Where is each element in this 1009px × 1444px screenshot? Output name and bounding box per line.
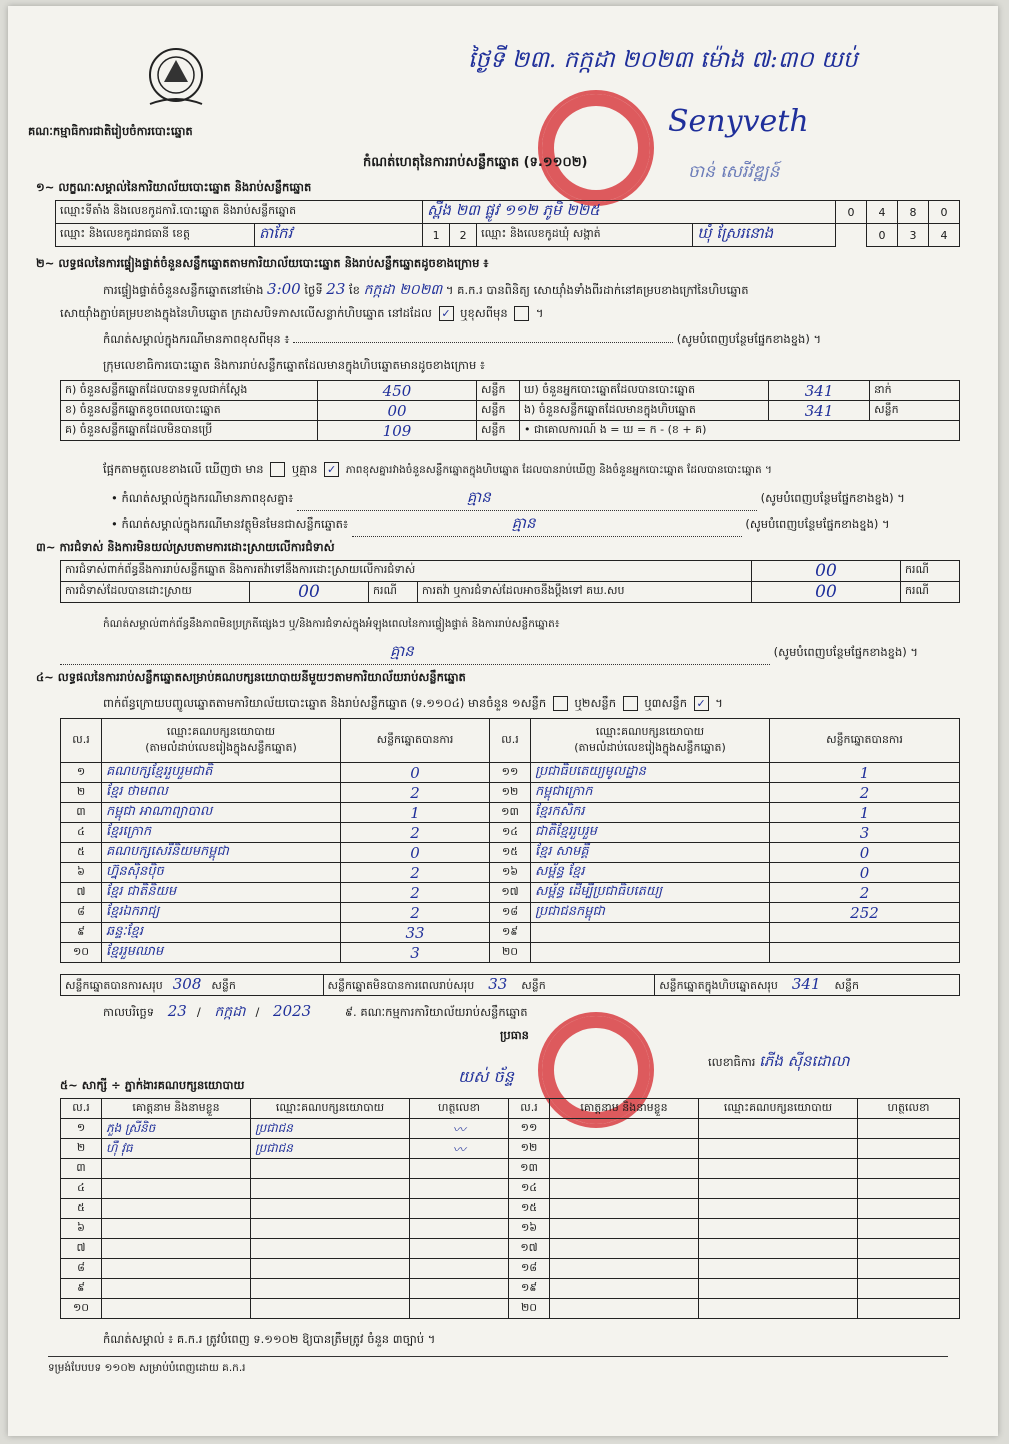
unused-ballots-value: 109 xyxy=(318,421,477,441)
witness-signature xyxy=(410,1299,509,1319)
witness-row xyxy=(61,1159,960,1179)
total-valid-cell: សន្លឹកឆ្នោតបានការសរុប 308 សន្លឹក xyxy=(61,975,324,996)
party-votes: 0 xyxy=(341,843,490,863)
section2-title: ២~ លទ្ធផលនៃការផ្ទៀងផ្ទាត់ចំនួនសន្លឹកឆ្នោតតាមការិយាល័យបោះឆ្នោត និងរាប់សន្លឹកឆ្នោតដូចខាងក្រោម ៖ xyxy=(36,256,489,270)
witness-party xyxy=(251,1219,410,1239)
polling-location-label: ឈ្មោះទីតាំង និងលេខកូដការិ.បោះឆ្នោត និងរាប់សន្លឹកឆ្នោត xyxy=(56,201,423,224)
party-votes xyxy=(770,923,960,943)
witness-no: ១៩ xyxy=(509,1279,550,1299)
ballot-count-table xyxy=(60,380,960,441)
witness-signature xyxy=(410,1279,509,1299)
witness-row xyxy=(61,1179,960,1199)
witness-signature xyxy=(410,1259,509,1279)
witness-no: ១៦ xyxy=(509,1219,550,1239)
witness-row xyxy=(61,1119,960,1139)
witness-signature xyxy=(410,1219,509,1239)
witness-name xyxy=(102,1159,251,1179)
location-code-3: 8 xyxy=(898,201,929,224)
has-difference-checkbox[interactable] xyxy=(270,462,285,477)
witness-no: ១៧ xyxy=(509,1239,550,1259)
witness-signature xyxy=(858,1279,960,1299)
party-no: ១០ xyxy=(61,943,102,963)
three-sheet-checkbox[interactable]: ✓ xyxy=(694,696,709,711)
location-code-4: 0 xyxy=(929,201,960,224)
ballot-row-b: ខ) ចំនួនសន្លឹកឆ្នោតខូចពេលបោះឆ្នោត 00 សន្លឹក ង) ចំនួនសន្លឹកឆ្នោតដែលមានក្នុងហិបឆ្នោត 341 សន្លឹក xyxy=(61,401,960,421)
witness-row xyxy=(61,1139,960,1159)
footer-form: ទម្រង់បែបបទ ១១០២ សម្រាប់បំពេញដោយ គ.ក.រ xyxy=(48,1362,246,1374)
party-no: ១៥ xyxy=(490,843,531,863)
resolved-value: 00 xyxy=(250,582,369,603)
witness-no: ១ xyxy=(61,1119,102,1139)
party-no: ១២ xyxy=(490,783,531,803)
witness-no: ១១ xyxy=(509,1119,550,1139)
party-name: ខ្មែរឯករាជ្យ xyxy=(102,903,341,923)
witness-signature xyxy=(410,1239,509,1259)
witness-no: ១៥ xyxy=(509,1199,550,1219)
commune-value: ឃុំ ស្រែរនោង xyxy=(693,224,836,247)
witness-name xyxy=(550,1159,699,1179)
witness-name xyxy=(102,1199,251,1219)
party-name: ខ្មែរ ថាមពល xyxy=(102,783,341,803)
witness-name xyxy=(102,1299,251,1319)
ballot-row-c: គ) ចំនួនសន្លឹកឆ្នោតដែលមិនបានប្រើ 109 សន្លឹក • ជាគោលការណ៍ ង = ឃ = ក - (ខ + គ) xyxy=(61,421,960,441)
witness-signature xyxy=(858,1259,960,1279)
official-seal-top xyxy=(538,90,654,206)
appeal-label: ការតវ៉ា ឬការជំទាស់ដែលអាចនឹងប្តឹងទៅ គឃ.សប xyxy=(418,582,752,603)
witness-no: ៥ xyxy=(61,1199,102,1219)
different-checkbox[interactable] xyxy=(514,306,529,321)
witness-name: ភួង ស្រីនិច xyxy=(102,1119,251,1139)
w-col-party-right: ឈ្មោះគណបក្សនយោបាយ xyxy=(699,1099,858,1119)
col-votes-left: សន្លឹកឆ្នោតបានការ xyxy=(341,719,490,763)
no-difference-checkbox[interactable]: ✓ xyxy=(324,462,339,477)
party-no: ៩ xyxy=(61,923,102,943)
witness-party: ប្រជាជន xyxy=(251,1119,410,1139)
witness-party xyxy=(251,1279,410,1299)
party-name: ខ្មែររួមឈាម xyxy=(102,943,341,963)
verification-line-1: ការផ្ទៀងផ្ទាត់ចំនួនសន្លឹកឆ្នោតនៅម៉ោង 3:00 ថ្ងៃទី 23 ខែ កក្កដា ២០២៣ ។ គ.ក.រ បានពិនិត្យ សោយ៉ាំងទាំងពីរដាក់នៅគម្របខាងក្រៅនៃហិបឆ្នោត xyxy=(103,280,749,298)
commune-code-3: 4 xyxy=(929,224,960,247)
witness-signature: 〰 xyxy=(410,1139,509,1159)
witness-row xyxy=(61,1279,960,1299)
witness-no: ១៨ xyxy=(509,1259,550,1279)
party-votes xyxy=(770,943,960,963)
witness-party xyxy=(251,1179,410,1199)
witness-party xyxy=(251,1199,410,1219)
witness-row xyxy=(61,1199,960,1219)
party-votes: 1 xyxy=(770,803,960,823)
appeal-value: 00 xyxy=(752,582,901,603)
party-name xyxy=(531,923,770,943)
party-no: ៦ xyxy=(61,863,102,883)
party-votes: 252 xyxy=(770,903,960,923)
party-no: ២០ xyxy=(490,943,531,963)
total-box-cell: សន្លឹកឆ្នោតក្នុងហិបឆ្នោតសរុប 341 សន្លឹក xyxy=(655,975,960,996)
witness-name xyxy=(102,1279,251,1299)
w-col-sign-left: ហត្ថលេខា xyxy=(410,1099,509,1119)
party-name xyxy=(531,943,770,963)
party-no: ១១ xyxy=(490,763,531,783)
party-no: ១៦ xyxy=(490,863,531,883)
party-votes: 0 xyxy=(341,763,490,783)
witness-party xyxy=(251,1239,410,1259)
w-col-name-left: គោត្តនាម និងនាមខ្លួន xyxy=(102,1099,251,1119)
witness-signature: 〰 xyxy=(410,1119,509,1139)
party-name: សម្ព័ន្ធ ខ្មែរ xyxy=(531,863,770,883)
witness-party xyxy=(251,1299,410,1319)
witness-no: ១០ xyxy=(61,1299,102,1319)
party-row xyxy=(61,763,960,783)
one-sheet-checkbox[interactable] xyxy=(553,696,568,711)
commune-code-2: 3 xyxy=(898,224,929,247)
party-votes: 3 xyxy=(341,943,490,963)
polling-location-value: ស្ពឹង ២៣ ផ្លូវ ១១២ ភូមិ ២២៥ xyxy=(423,201,836,224)
w-col-no-right: ល.រ xyxy=(509,1099,550,1119)
footer-note: កំណត់សម្គាល់ ៖ គ.ក.រ ត្រូវបំពេញ ទ.១១០២ ឱ្យបានត្រឹមត្រូវ ចំនួន ៣ច្បាប់ ។ xyxy=(103,1332,436,1346)
foreign-object-note: • កំណត់សម្គាល់ក្នុងករណីមានវត្ថុមិនមែនជាសន្លឹកឆ្នោត៖ គ្មាន (សូមបំពេញបន្ថែមផ្នែកខាងខ្នង) ។ xyxy=(111,514,890,537)
witness-signature xyxy=(858,1199,960,1219)
col-no-right: ល.រ xyxy=(490,719,531,763)
witness-name xyxy=(550,1239,699,1259)
party-votes: 1 xyxy=(341,803,490,823)
witness-name xyxy=(550,1179,699,1199)
witness-name xyxy=(550,1259,699,1279)
objection-table: ការជំទាស់ពាក់ព័ន្ធនឹងការរាប់សន្លឹកឆ្នោត និងការតវ៉ាទៅនឹងការដោះស្រាយលើការជំទាស់ 00 ករណី ការជំទាស់ដែលបានដោះស្រាយ 00 ករណី ការតវ៉ា ឬការជំទាស់ដែលអាចនឹងប្តឹងទៅ គឃ.សប 00 ករណី xyxy=(60,560,960,603)
witness-party xyxy=(699,1279,858,1299)
party-row xyxy=(61,843,960,863)
party-name: ប្រជាជនកម្ពុជា xyxy=(531,903,770,923)
province-value: តាកែវ xyxy=(255,224,423,247)
witness-no: ១៣ xyxy=(509,1159,550,1179)
witness-signature xyxy=(410,1159,509,1179)
party-name: ខ្មែរ ជាតិនិយម xyxy=(102,883,341,903)
witness-party xyxy=(699,1179,858,1199)
form-sheet xyxy=(8,6,998,1436)
witness-no: ៨ xyxy=(61,1259,102,1279)
w-col-no-left: ល.រ xyxy=(61,1099,102,1119)
chair-signature: យស់ ច័ន្ទ xyxy=(458,1067,514,1086)
party-no: ១៩ xyxy=(490,923,531,943)
witness-name xyxy=(102,1219,251,1239)
party-row xyxy=(61,903,960,923)
location-code-1: 0 xyxy=(836,201,867,224)
party-row xyxy=(61,783,960,803)
form-title: កំណត់ហេតុនៃការរាប់សន្លឹកឆ្នោត (ទ.១១០២) xyxy=(363,155,588,170)
col-party-left: ឈ្មោះគណបក្សនយោបាយ (តាមលំដាប់លេខរៀងក្នុងសន្លឹកឆ្នោត) xyxy=(102,719,341,763)
party-name: សម្ព័ន្ធ ដើម្បីប្រជាធិបតេយ្យ xyxy=(531,883,770,903)
party-name: ប្រជាធិបតេយ្យមូលដ្ឋាន xyxy=(531,763,770,783)
party-results-table xyxy=(60,718,960,963)
difference-note: • កំណត់សម្គាល់ក្នុងករណីមានភាពខុសគ្នា៖ គ្មាន (សូមបំពេញបន្ថែមផ្នែកខាងខ្នង) ។ xyxy=(111,488,905,511)
party-votes: 3 xyxy=(770,823,960,843)
witness-name: ហ៊ឺ វុធ xyxy=(102,1139,251,1159)
witness-no: ៧ xyxy=(61,1239,102,1259)
party-name: កម្ពុជា អាណាព្យាបាល xyxy=(102,803,341,823)
party-name: ខ្មែរកសិករ xyxy=(531,803,770,823)
party-name: ហ្វ៊ុនស៊ិនប៉ិច xyxy=(102,863,341,883)
section3-title: ៣~ ការជំទាស់ និងការមិនយល់ស្របតាមការដោះស្រាយលើការជំទាស់ xyxy=(36,540,335,554)
party-no: ១ xyxy=(61,763,102,783)
date-line: កាលបរិច្ឆេទ 23 / កក្កដា / 2023 ៩. គណៈកម្មការការិយាល័យរាប់សន្លឹកឆ្នោត xyxy=(103,1002,528,1020)
section5-title: ៥~ សាក្សី ÷ ភ្នាក់ងារគណបក្សនយោបាយ xyxy=(60,1078,245,1092)
witness-no: ១២ xyxy=(509,1139,550,1159)
tally-sheet-line: ពាក់ព័ន្ធក្រោយបញ្ចូលឆ្នោតតាមការិយាល័យបោះឆ្នោត និងរាប់សន្លឹកឆ្នោត (ទ.១១០៤) មានចំនួន ១សន្លឹក ឬ២សន្លឹក ឬ៣សន្លឹក ✓ ។ xyxy=(103,696,723,710)
resolved-label: ការជំទាស់ដែលបានដោះស្រាយ xyxy=(61,582,250,603)
party-name: ជាតិខ្មែររួបរួម xyxy=(531,823,770,843)
irregularity-note-line: គ្មាន (សូមបំពេញបន្ថែមផ្នែកខាងខ្នង) ។ xyxy=(60,642,918,665)
party-votes: 2 xyxy=(341,823,490,843)
verification-line-2: សោយ៉ាំងភ្ជាប់គម្របខាងក្នុងនៃហិបឆ្នោត ក្រដាសបិទភាសលើសន្លាក់ហិបឆ្នោត នៅដដែល ✓ ឬខុសពីមុន ។ xyxy=(60,306,544,320)
witness-party xyxy=(699,1259,858,1279)
difference-note-line: កំណត់សម្គាល់ក្នុងករណីមានភាពខុសពីមុន ៖ (សូមបំពេញបន្ថែមផ្នែកខាងខ្នង) ។ xyxy=(103,332,822,346)
party-votes: 0 xyxy=(770,863,960,883)
witness-party xyxy=(699,1219,858,1239)
witness-party xyxy=(251,1259,410,1279)
party-votes: 1 xyxy=(770,763,960,783)
witness-row xyxy=(61,1219,960,1239)
commune-code-1: 0 xyxy=(867,224,898,247)
witness-party xyxy=(699,1239,858,1259)
witness-table xyxy=(60,1098,960,1319)
party-row xyxy=(61,803,960,823)
witness-signature xyxy=(858,1239,960,1259)
witness-name xyxy=(550,1199,699,1219)
party-no: ៧ xyxy=(61,883,102,903)
witness-row xyxy=(61,1259,960,1279)
committee-name: គណៈកម្មាធិការជាតិរៀបចំការបោះឆ្នោត xyxy=(28,124,193,138)
location-code-2: 4 xyxy=(867,201,898,224)
party-no: ១៣ xyxy=(490,803,531,823)
col-party-right: ឈ្មោះគណបក្សនយោបាយ (តាមលំដាប់លេខរៀងក្នុងសន្លឹកឆ្នោត) xyxy=(531,719,770,763)
party-votes: 2 xyxy=(341,863,490,883)
commune-label: ឈ្មោះ និងលេខកូដឃុំ សង្កាត់ xyxy=(477,224,693,247)
party-no: ២ xyxy=(61,783,102,803)
witness-name xyxy=(550,1119,699,1139)
witness-signature xyxy=(858,1159,960,1179)
party-row xyxy=(61,943,960,963)
section1-table xyxy=(55,200,960,247)
party-no: ១៧ xyxy=(490,883,531,903)
w-col-name-right: គោត្តនាម និងនាមខ្លួន xyxy=(550,1099,699,1119)
objection-value: 00 xyxy=(752,561,901,582)
party-name: កម្ពុជាក្រោក xyxy=(531,783,770,803)
party-votes: 2 xyxy=(770,883,960,903)
irregularity-note-label: កំណត់សម្គាល់ពាក់ព័ន្ធនឹងភាពមិនប្រក្រតីផ្សេងៗ ឬ/និងការជំទាស់ក្នុងអំឡុងពេលនៃការផ្ទៀងផ្ទាត់ និងការរាប់សន្លឹកឆ្នោត៖ xyxy=(103,618,560,630)
party-no: ១៨ xyxy=(490,903,531,923)
witness-signature xyxy=(858,1139,960,1159)
count-intro: ក្រុមលេខាធិការបោះឆ្នោត និងការរាប់សន្លឹកឆ្នោតដែលមានក្នុងហិបឆ្នោតមានដូចខាងក្រោម ៖ xyxy=(103,358,485,372)
witness-name xyxy=(102,1239,251,1259)
section1-title: ១~ លក្ខណៈសម្គាល់នៃការិយាល័យបោះឆ្នោត និងរាប់សន្លឹកឆ្នោត xyxy=(36,180,312,194)
two-sheet-checkbox[interactable] xyxy=(623,696,638,711)
witness-name xyxy=(102,1259,251,1279)
witness-party xyxy=(699,1199,858,1219)
party-name: ឆន្ទៈខ្មែរ xyxy=(102,923,341,943)
witness-no: ៩ xyxy=(61,1279,102,1299)
province-code-2: 2 xyxy=(450,224,477,247)
handwritten-signature: Senyveth xyxy=(668,104,809,139)
witness-party xyxy=(699,1139,858,1159)
witness-no: ២ xyxy=(61,1139,102,1159)
witness-name xyxy=(550,1279,699,1299)
witness-row xyxy=(61,1299,960,1319)
footer-divider xyxy=(48,1356,948,1357)
voters-value: 341 xyxy=(769,381,870,401)
witness-row xyxy=(61,1239,960,1259)
party-votes: 0 xyxy=(770,843,960,863)
witness-party xyxy=(699,1299,858,1319)
province-code-1: 1 xyxy=(423,224,450,247)
party-row xyxy=(61,923,960,943)
witness-signature xyxy=(410,1199,509,1219)
party-votes: 2 xyxy=(341,903,490,923)
witness-no: ៤ xyxy=(61,1179,102,1199)
party-no: ៤ xyxy=(61,823,102,843)
section4-title: ៤~ លទ្ធផលនៃការរាប់សន្លឹកឆ្នោតសម្រាប់គណបក្សនយោបាយនីមួយៗតាមការិយាល័យរាប់សន្លឹកឆ្នោត xyxy=(36,670,466,684)
province-label: ឈ្មោះ និងលេខកូដរាជធានី ខេត្ត xyxy=(56,224,255,247)
w-col-party-left: ឈ្មោះគណបក្សនយោបាយ xyxy=(251,1099,410,1119)
witness-party xyxy=(699,1119,858,1139)
party-row xyxy=(61,823,960,843)
w-col-sign-right: ហត្ថលេខា xyxy=(858,1099,960,1119)
secretary-line: លេខាធិការ ភើង សុីនដោលា xyxy=(708,1052,850,1070)
party-no: ៨ xyxy=(61,903,102,923)
ballot-row-a: ក) ចំនួនសន្លឹកឆ្នោតដែលបានទទួលជាក់ស្តែង 450 សន្លឹក ឃ) ចំនួនអ្នកបោះឆ្នោតដែលបានបោះឆ្នោត 341 នាក់ xyxy=(61,381,960,401)
witness-signature xyxy=(858,1179,960,1199)
emblem-icon xyxy=(136,42,216,112)
col-votes-right: សន្លឹកឆ្នោតបានការ xyxy=(770,719,960,763)
col-no-left: ល.រ xyxy=(61,719,102,763)
witness-no: ៣ xyxy=(61,1159,102,1179)
witness-signature xyxy=(858,1119,960,1139)
totals-table xyxy=(60,974,960,996)
party-no: ១៤ xyxy=(490,823,531,843)
party-name: គណបក្សសេរីនិយមកម្ពុជា xyxy=(102,843,341,863)
witness-no: ១៤ xyxy=(509,1179,550,1199)
handwritten-date-note: ថ្ងៃទី ២៣. កក្កដា ២០២៣ ម៉ោង ៧:៣០ យប់ xyxy=(468,47,858,73)
witness-name: ចាន់ សេរីវឌ្ឍន៍ xyxy=(688,162,780,182)
party-votes: 2 xyxy=(341,783,490,803)
witness-no: ៦ xyxy=(61,1219,102,1239)
party-name: ខ្មែរ សាមគ្គី xyxy=(531,843,770,863)
chair-label: ប្រធាន xyxy=(500,1028,529,1042)
objection-label: ការជំទាស់ពាក់ព័ន្ធនឹងការរាប់សន្លឹកឆ្នោត និងការតវ៉ាទៅនឹងការដោះស្រាយលើការជំទាស់ xyxy=(61,561,752,582)
party-votes: 2 xyxy=(770,783,960,803)
same-checkbox[interactable]: ✓ xyxy=(439,306,454,321)
party-no: ៥ xyxy=(61,843,102,863)
witness-no: ២០ xyxy=(509,1299,550,1319)
witness-name xyxy=(550,1299,699,1319)
witness-name xyxy=(102,1179,251,1199)
party-row xyxy=(61,863,960,883)
party-votes: 33 xyxy=(341,923,490,943)
total-invalid-cell: សន្លឹកឆ្នោតមិនបានការពេលរាប់សរុប 33 សន្លឹក xyxy=(323,975,655,996)
witness-signature xyxy=(858,1299,960,1319)
witness-signature xyxy=(410,1179,509,1199)
party-row xyxy=(61,883,960,903)
party-name: ខ្មែរក្រោក xyxy=(102,823,341,843)
witness-signature xyxy=(858,1219,960,1239)
witness-party xyxy=(699,1159,858,1179)
witness-name xyxy=(550,1219,699,1239)
spoiled-ballots-value: 00 xyxy=(318,401,477,421)
box-ballots-value: 341 xyxy=(769,401,870,421)
party-no: ៣ xyxy=(61,803,102,823)
witness-party: ប្រជាជន xyxy=(251,1139,410,1159)
witness-name xyxy=(550,1139,699,1159)
received-ballots-value: 450 xyxy=(318,381,477,401)
party-votes: 2 xyxy=(341,883,490,903)
party-name: គណបក្សខ្មែររួបរួមជាតិ xyxy=(102,763,341,783)
difference-compare-line: ផ្អែកតាមតួលេខខាងលើ ឃើញថា មាន ឬគ្មាន ✓ ភាពខុសគ្នារវាងចំនួនសន្លឹកឆ្នោតក្នុងហិបឆ្នោត ដែលបានរាប់ឃើញ និងចំនួនអ្នកបោះឆ្នោត ដែលបានបោះឆ្នោត ។ xyxy=(103,462,772,476)
witness-party xyxy=(251,1159,410,1179)
